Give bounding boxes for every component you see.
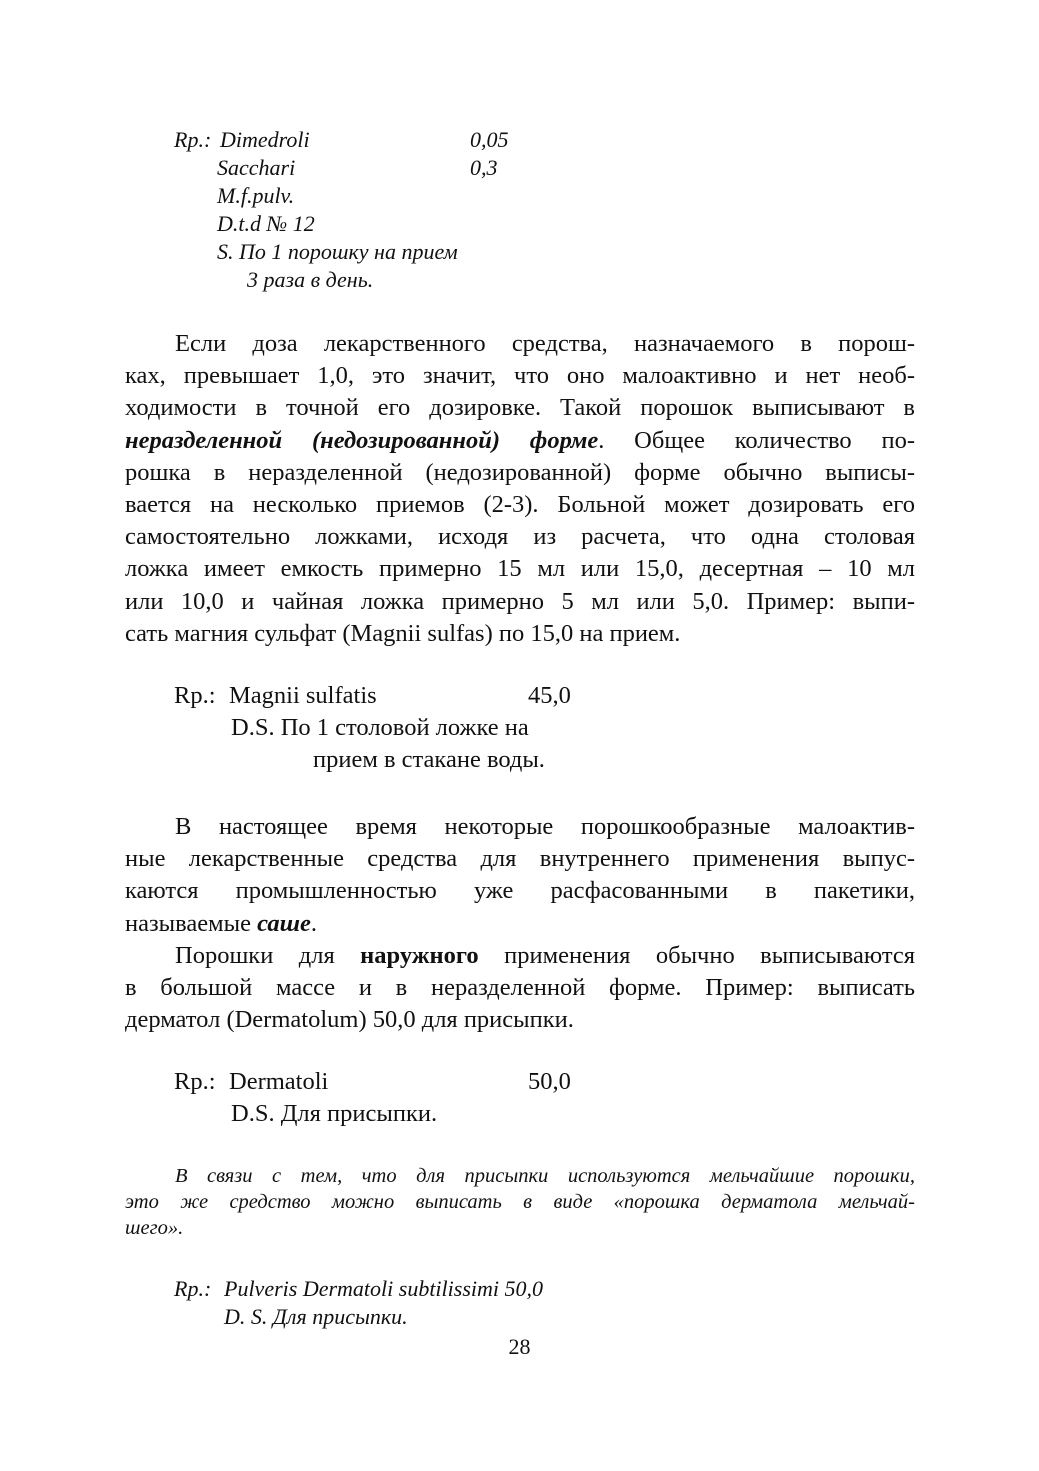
text-line: рошка в неразделенной (недозированной) форме обычно выписы-	[125, 458, 915, 486]
text-line: в большой массе и в неразделенной форме. Пример: выписать	[125, 974, 915, 1002]
text-line: В связи с тем, что для присыпки используются мельчайшие порошки,	[175, 1165, 915, 1187]
text-line: или 10,0 и чайная ложка примерно 5 мл или 5,0. Пример: выпи-	[125, 587, 915, 615]
text-line: Если доза лекарственного средства, назначаемого в порош-	[175, 330, 915, 357]
rx-signa: D.S. Для присыпки.	[231, 1100, 438, 1127]
rx-signa: D. S. Для присыпки.	[224, 1304, 408, 1329]
rx-ingredient-amount: 0,3	[470, 155, 498, 180]
emphasis-term: саше	[257, 909, 311, 937]
rx-instruction: M.f.pulv.	[217, 183, 295, 208]
rx-instruction: D.t.d № 12	[217, 211, 315, 236]
text-line: это же средство можно выписать в виде «порошка дерматола мельчай-	[125, 1191, 915, 1213]
rx-label: Rp.:	[174, 1276, 212, 1301]
paragraph-sachets	[125, 811, 915, 940]
rx-label: Rp.:	[174, 682, 216, 709]
rx-ingredient-line: Pulveris Dermatoli subtilissimi 50,0	[224, 1276, 543, 1301]
rx-label: Rp.:	[174, 1068, 216, 1095]
rx-signa: D.S. По 1 столовой ложке на	[231, 714, 529, 741]
rx-ingredient-name: Magnii sulfatis	[229, 682, 377, 709]
text-line: самостоятельно ложками, исходя из расчета, что одна столовая	[125, 523, 915, 551]
text-line: называемые саше.	[125, 909, 317, 937]
rx-label: Rp.:	[174, 127, 212, 152]
text-line: ложка имеет емкость примерно 15 мл или 15,0, десертная – 10 мл	[125, 555, 915, 583]
rx-ingredient-name: Dermatoli	[229, 1068, 329, 1095]
text-line: сать магния сульфат (Magnii sulfas) по 15,0 на прием.	[125, 619, 681, 647]
text-line: неразделенной (недозированной) форме. Общее количество по-	[125, 426, 915, 454]
rx-signa: 3 раза в день.	[247, 267, 374, 292]
rx-ingredient-amount: 50,0	[528, 1068, 571, 1095]
text-line: ках, превышает 1,0, это значит, что оно малоактивно и нет необ-	[125, 362, 915, 390]
text-line: дерматол (Dermatolum) 50,0 для присыпки.	[125, 1006, 574, 1034]
text-line: В настоящее время некоторые порошкообразные малоактив-	[175, 813, 915, 840]
text-line: Порошки для наружного применения обычно выписываются	[175, 942, 915, 969]
rx-ingredient-amount: 45,0	[528, 682, 571, 709]
text-line: ходимости в точной его дозировке. Такой порошок выписывают в	[125, 394, 915, 422]
rx-ingredient-name: Sacchari	[217, 155, 296, 180]
rx-ingredient-name: Dimedroli	[220, 127, 310, 152]
text-line: ные лекарственные средства для внутреннего применения выпус-	[125, 845, 915, 873]
text-line: вается на несколько приемов (2-3). Больной может дозировать его	[125, 491, 915, 519]
page-number: 28	[508, 1334, 531, 1359]
rx-ingredient-amount: 0,05	[470, 127, 509, 152]
paragraph-external-powders	[125, 940, 915, 1037]
paragraph-undivided-powders	[125, 328, 915, 650]
text-line: шего».	[125, 1217, 184, 1239]
note-finest-powder	[125, 1163, 915, 1241]
emphasis-term: наружного	[360, 942, 479, 969]
rx-signa: S. По 1 порошку на прием	[217, 239, 458, 264]
text-line: каются промышленностью уже расфасованными в пакетики,	[125, 877, 915, 905]
rx-signa: прием в стакане воды.	[313, 746, 545, 773]
emphasis-term: неразделенной (недозированной) форме	[125, 426, 599, 454]
